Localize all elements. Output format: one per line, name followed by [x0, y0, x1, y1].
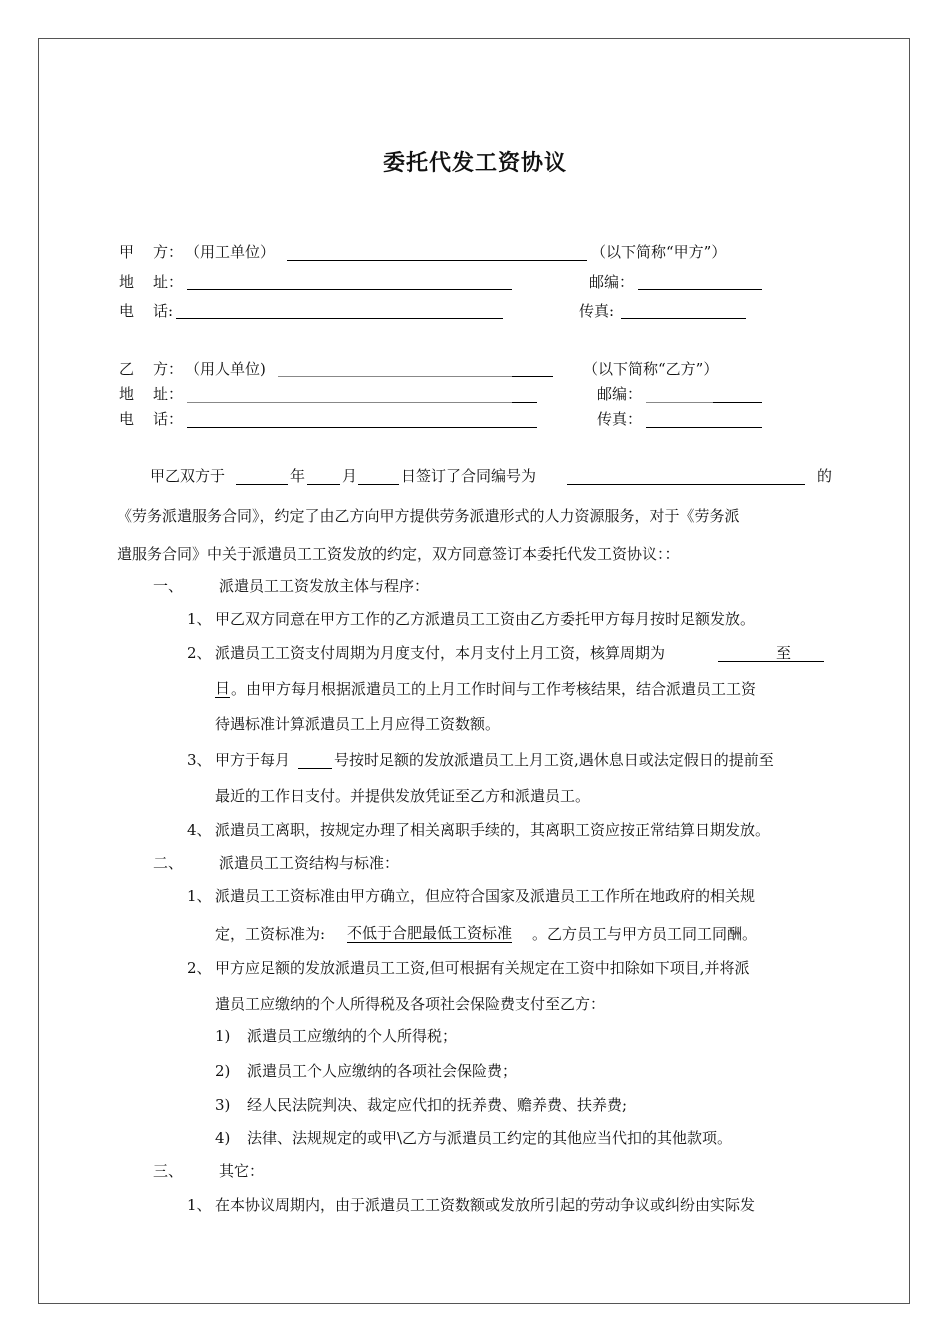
party-b-postcode-label: 邮编： — [597, 385, 643, 403]
s1-item-3-line-2: 最近的工作日支付。并提供发放凭证至乙方和派遣员工。 — [215, 787, 591, 805]
party-a-fax-field[interactable] — [621, 318, 746, 319]
section-3-title: 其它： — [219, 1162, 265, 1180]
s2-item-2-line-1: 甲方应足额的发放派遣员工工资,但可根据有关规定在工资中扣除如下项目,并将派 — [215, 959, 750, 977]
party-b-address-field[interactable] — [187, 402, 512, 403]
s1-period-day: 日 — [215, 679, 231, 697]
party-a-address-label: 地 — [119, 273, 135, 291]
section-1-number: 一、 — [153, 577, 184, 595]
intro-month-field[interactable] — [307, 484, 340, 485]
intro-line-2: 《劳务派遣服务合同》，约定了由乙方向甲方提供劳务派遣形式的人力资源服务，对于《劳务派 — [117, 507, 740, 525]
party-b-unit-label: （用人单位) — [185, 360, 266, 378]
party-b-postcode-field[interactable] — [646, 402, 713, 403]
s2-sub-3-text: 经人民法院判决、裁定应代扣的抚养费、赡养费、扶养费; — [247, 1096, 628, 1114]
document-title: 委托代发工资协议 — [382, 151, 567, 176]
party-a-phone-label: 电 — [119, 302, 135, 320]
s1-item-2-line-3: 待遇标准计算派遣员工上月应得工资数额。 — [215, 715, 501, 733]
party-a-phone-field[interactable] — [176, 318, 503, 319]
party-b-label: 乙 — [119, 360, 135, 378]
party-a-label-suffix: 方： — [153, 243, 184, 261]
party-b-alias: （以下简称“乙方”） — [583, 360, 719, 378]
party-b-phone-label-suffix: 话： — [153, 410, 184, 428]
intro-year-field[interactable] — [236, 484, 288, 485]
s2-item-1-line-2a: 定，工资标准为: — [215, 925, 326, 943]
party-a-name-field[interactable] — [287, 260, 587, 261]
intro-of: 的 — [817, 467, 833, 485]
s2-item-1-line-2c: 。乙方员工与甲方员工同工同酬。 — [532, 925, 758, 943]
party-a-postcode-field[interactable] — [638, 289, 762, 290]
party-b-name-field[interactable] — [278, 376, 512, 377]
s2-item-2-number: 2、 — [187, 959, 212, 977]
party-b-phone-field[interactable] — [187, 427, 537, 428]
s1-item-2-number: 2、 — [187, 644, 212, 662]
s1-period-to: 至 — [776, 644, 792, 662]
s1-period-field[interactable] — [718, 661, 824, 662]
party-a-label: 甲 — [119, 243, 135, 261]
party-b-address-label: 地 — [119, 385, 135, 403]
party-b-postcode-field-end — [713, 402, 762, 403]
party-a-address-label-suffix: 址： — [153, 273, 184, 291]
section-3-number: 三、 — [153, 1162, 184, 1180]
s1-item-4-number: 4、 — [187, 821, 212, 839]
party-a-postcode-label: 邮编： — [589, 273, 635, 291]
party-a-fax-label: 传真: — [579, 302, 615, 320]
intro-contract-no-label: 日签订了合同编号为 — [401, 467, 537, 485]
s2-sub-1-text: 派遣员工应缴纳的个人所得税； — [247, 1027, 458, 1045]
s2-sub-1-number: 1) — [215, 1027, 231, 1045]
intro-year-label: 年 — [290, 467, 306, 485]
s2-sub-4-text: 法律、法规规定的或甲\乙方与派遣员工约定的其他应当代扣的其他款项。 — [247, 1129, 733, 1147]
s2-wage-standard: 不低于合肥最低工资标准 — [347, 924, 513, 942]
party-a-address-field[interactable] — [187, 289, 512, 290]
intro-signed-on: 甲乙双方于 — [150, 467, 226, 485]
intro-contract-no-field[interactable] — [567, 484, 805, 485]
intro-day-field[interactable] — [358, 484, 399, 485]
s1-item-3-line-1b: 号按时足额的发放派遣员工上月工资,遇休息日或法定假日的提前至 — [334, 751, 774, 769]
s2-item-2-line-2: 遣员工应缴纳的个人所得税及各项社会保险费支付至乙方： — [215, 995, 606, 1013]
s1-item-3-number: 3、 — [187, 751, 212, 769]
s3-item-1-text: 在本协议周期内，由于派遣员工工资数额或发放所引起的劳动争议或纠纷由实际发 — [215, 1196, 756, 1214]
s2-sub-2-number: 2) — [215, 1062, 231, 1080]
s1-item-1-number: 1、 — [187, 610, 212, 628]
s2-sub-2-text: 派遣员工个人应缴纳的各项社会保险费； — [247, 1062, 518, 1080]
party-b-fax-label: 传真： — [597, 410, 643, 428]
s1-item-1-text: 甲乙双方同意在甲方工作的乙方派遣员工工资由乙方委托甲方每月按时足额发放。 — [215, 610, 756, 628]
party-b-address-label-suffix: 址： — [153, 385, 184, 403]
s1-item-2-line-2: 。由甲方每月根据派遣员工的上月工作时间与工作考核结果，结合派遣员工工资 — [231, 680, 757, 698]
s1-payday-field[interactable] — [298, 768, 332, 769]
section-2-title: 派遣员工工资结构与标准： — [219, 854, 400, 872]
s1-item-4-text: 派遣员工离职，按规定办理了相关离职手续的，其离职工资应按正常结算日期发放。 — [215, 821, 771, 839]
s1-item-3-line-1a: 甲方于每月 — [215, 751, 291, 769]
intro-line-3: 遣服务合同》中关于派遣员工工资发放的约定，双方同意签订本委托代发工资协议：： — [117, 545, 680, 563]
party-a-phone-label-suffix: 话: — [153, 302, 174, 320]
intro-month-label: 月 — [342, 467, 358, 485]
party-a-alias: （以下简称“甲方”） — [591, 243, 727, 261]
party-b-address-field-end — [512, 402, 537, 403]
party-b-label-suffix: 方： — [153, 360, 184, 378]
party-b-fax-field[interactable] — [646, 427, 762, 428]
s2-sub-3-number: 3) — [215, 1096, 231, 1114]
party-a-unit-label: （用工单位） — [185, 243, 276, 261]
section-2-number: 二、 — [153, 854, 184, 872]
s2-item-1-number: 1、 — [187, 887, 212, 905]
party-b-phone-label: 电 — [119, 410, 135, 428]
s1-item-2-line-1: 派遣员工工资支付周期为月度支付，本月支付上月工资，核算周期为 — [215, 644, 666, 662]
s2-sub-4-number: 4) — [215, 1129, 231, 1147]
party-b-name-field-end — [512, 376, 553, 377]
s3-item-1-number: 1、 — [187, 1196, 212, 1214]
section-1-title: 派遣员工工资发放主体与程序： — [219, 577, 430, 595]
s2-item-1-line-1: 派遣员工工资标准由甲方确立，但应符合国家及派遣员工工作所在地政府的相关规 — [215, 887, 756, 905]
